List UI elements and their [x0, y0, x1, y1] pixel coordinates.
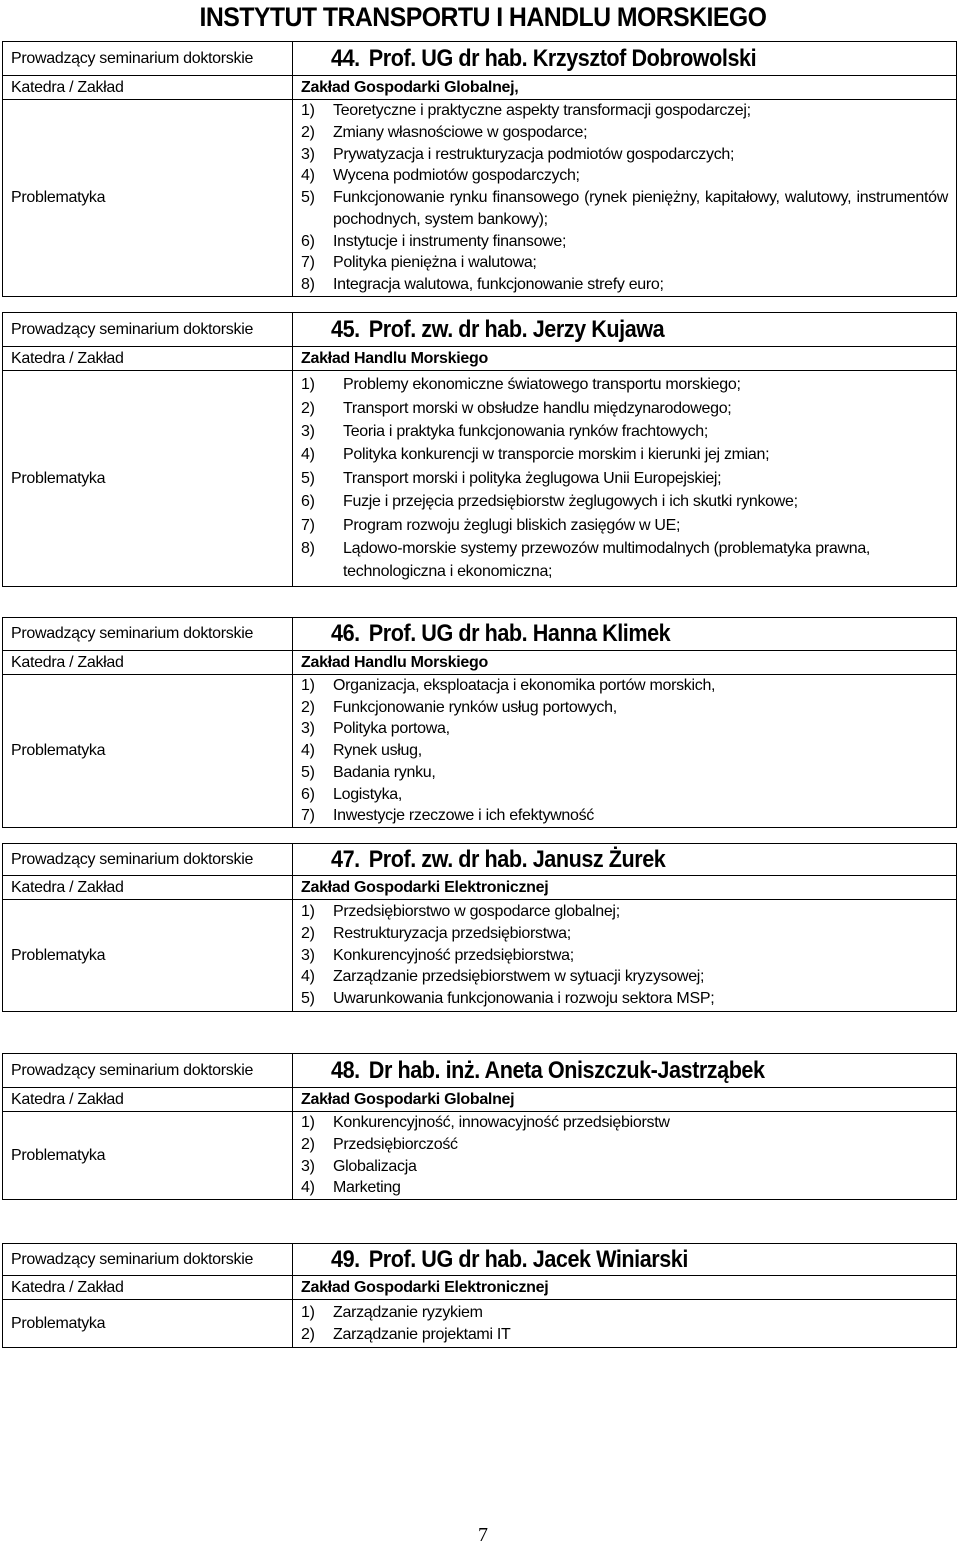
supervisor-name: 49. Prof. UG dr hab. Jacek Winiarski — [331, 1245, 688, 1273]
department-label: Katedra / Zakład — [3, 1088, 293, 1112]
supervisor-label: Prowadzący seminarium doktorskie — [3, 618, 293, 651]
topics-label: Problematyka — [3, 371, 293, 587]
topics-label: Problematyka — [3, 1300, 293, 1348]
supervisor-block-48 — [2, 1053, 957, 1200]
topic-item: 3) Polityka portowa, — [301, 720, 450, 738]
topic-item: 1) Organizacja, eksploatacja i ekonomika portów morskich, — [301, 677, 716, 695]
topic-item: 7) Polityka pieniężna i walutowa; — [301, 254, 537, 272]
topic-item: 4) Wycena podmiotów gospodarczych; — [301, 167, 580, 185]
topics-list — [301, 373, 948, 584]
topic-item: 1) Zarządzanie ryzykiem — [301, 1303, 483, 1321]
topic-item: 1) Konkurencyjność, innowacyjność przedsiębiorstw — [301, 1114, 670, 1132]
topics-list — [301, 901, 948, 1010]
topic-item: 3) Prywatyzacja i restrukturyzacja podmiotów gospodarczych; — [301, 145, 735, 163]
topic-item: 5) Transport morski i polityka żeglugowa Unii Europejskiej; — [301, 469, 722, 487]
topic-item: 1) Problemy ekonomiczne światowego transportu morskiego; — [301, 376, 741, 394]
topic-item: 7) Program rozwoju żeglugi bliskich zasięgów w UE; — [301, 516, 681, 534]
department-label: Katedra / Zakład — [3, 76, 293, 100]
department-label: Katedra / Zakład — [3, 1276, 293, 1300]
topic-item: 2) Funkcjonowanie rynków usług portowych, — [301, 698, 617, 716]
department-label: Katedra / Zakład — [3, 876, 293, 900]
supervisor-name: 47. Prof. zw. dr hab. Janusz Żurek — [331, 845, 666, 873]
topic-item: 2) Transport morski w obsłudze handlu międzynarodowego; — [301, 399, 732, 417]
topics-label: Problematyka — [3, 675, 293, 828]
topics-label: Problematyka — [3, 100, 293, 297]
topic-item: 8) Integracja walutowa, funkcjonowanie strefy euro; — [301, 275, 664, 293]
supervisor-name: 44. Prof. UG dr hab. Krzysztof Dobrowolski — [331, 44, 757, 72]
topic-item: 6) Logistyka, — [301, 785, 403, 803]
supervisor-name: 48. Dr hab. inż. Aneta Oniszczuk-Jastrząbek — [331, 1056, 765, 1084]
supervisor-label: Prowadzący seminarium doktorskie — [3, 844, 293, 876]
topic-item: 2) Zmiany własnościowe w gospodarce; — [301, 124, 588, 142]
topic-item: 6) Instytucje i instrumenty finansowe; — [301, 232, 567, 250]
topics-list — [301, 1112, 948, 1199]
department-name: Zakład Handlu Morskiego — [293, 347, 957, 371]
topic-item: 4) Rynek usług, — [301, 742, 422, 760]
topics-label: Problematyka — [3, 1112, 293, 1200]
topic-item: 1) Przedsiębiorstwo w gospodarce globalnej; — [301, 903, 620, 921]
topic-item: 3) Konkurencyjność przedsiębiorstwa; — [301, 946, 574, 964]
topics-list — [301, 100, 948, 295]
supervisor-name: 45. Prof. zw. dr hab. Jerzy Kujawa — [331, 315, 665, 343]
supervisor-label: Prowadzący seminarium doktorskie — [3, 42, 293, 76]
topic-item: 2) Restrukturyzacja przedsiębiorstwa; — [301, 924, 571, 942]
supervisor-name: 46. Prof. UG dr hab. Hanna Klimek — [331, 620, 671, 647]
topic-item: 6) Fuzje i przejęcia przedsiębiorstw żeglugowych i ich skutki rynkowe; — [301, 493, 798, 511]
topic-item: 5) Badania rynku, — [301, 763, 436, 781]
page-number: 7 — [478, 1524, 488, 1546]
topic-item: 3) Globalizacja — [301, 1157, 417, 1175]
department-name: Zakład Gospodarki Elektronicznej — [293, 876, 957, 900]
supervisor-block-45 — [2, 312, 957, 587]
supervisor-label: Prowadzący seminarium doktorskie — [3, 1054, 293, 1088]
topics-label: Problematyka — [3, 900, 293, 1012]
department-label: Katedra / Zakład — [3, 651, 293, 675]
topic-item: 8) Lądowo-morskie systemy przewozów multimodalnych (problematyka prawna, technologiczna i ekonomiczna; — [301, 540, 871, 581]
department-name: Zakład Gospodarki Globalnej — [293, 1088, 957, 1112]
supervisor-block-47 — [2, 843, 957, 1012]
supervisor-block-44 — [2, 41, 957, 297]
department-name: Zakład Handlu Morskiego — [293, 651, 957, 675]
topics-list — [301, 675, 948, 827]
topic-item: 7) Inwestycje rzeczowe i ich efektywność — [301, 807, 595, 825]
supervisor-block-49 — [2, 1243, 957, 1348]
supervisor-label: Prowadzący seminarium doktorskie — [3, 313, 293, 347]
department-label: Katedra / Zakład — [3, 347, 293, 371]
topic-item: 5) Uwarunkowania funkcjonowania i rozwoju sektora MSP; — [301, 990, 715, 1008]
topic-item: 2) Przedsiębiorczość — [301, 1135, 458, 1153]
topic-item: 4) Marketing — [301, 1179, 401, 1197]
supervisor-label: Prowadzący seminarium doktorskie — [3, 1244, 293, 1276]
department-name: Zakład Gospodarki Elektronicznej — [293, 1276, 957, 1300]
topic-item: 2) Zarządzanie projektami IT — [301, 1325, 511, 1343]
topic-item: 1) Teoretyczne i praktyczne aspekty transformacji gospodarczej; — [301, 102, 751, 120]
page-title: INSTYTUT TRANSPORTU I HANDLU MORSKIEGO — [199, 2, 767, 32]
topic-item: 4) Polityka konkurencji w transporcie morskim i kierunki jej zmian; — [301, 446, 770, 464]
topic-item: 5) Funkcjonowanie rynku finansowego (rynek pieniężny, kapitałowy, walutowy, instrumentów pochodnych, system bankowy); — [301, 189, 948, 228]
topic-item: 3) Teoria i praktyka funkcjonowania rynków frachtowych; — [301, 422, 709, 440]
topic-item: 4) Zarządzanie przedsiębiorstwem w sytuacji kryzysowej; — [301, 968, 705, 986]
department-name: Zakład Gospodarki Globalnej, — [293, 76, 957, 100]
topics-list — [301, 1302, 948, 1345]
supervisor-block-46 — [2, 617, 957, 828]
